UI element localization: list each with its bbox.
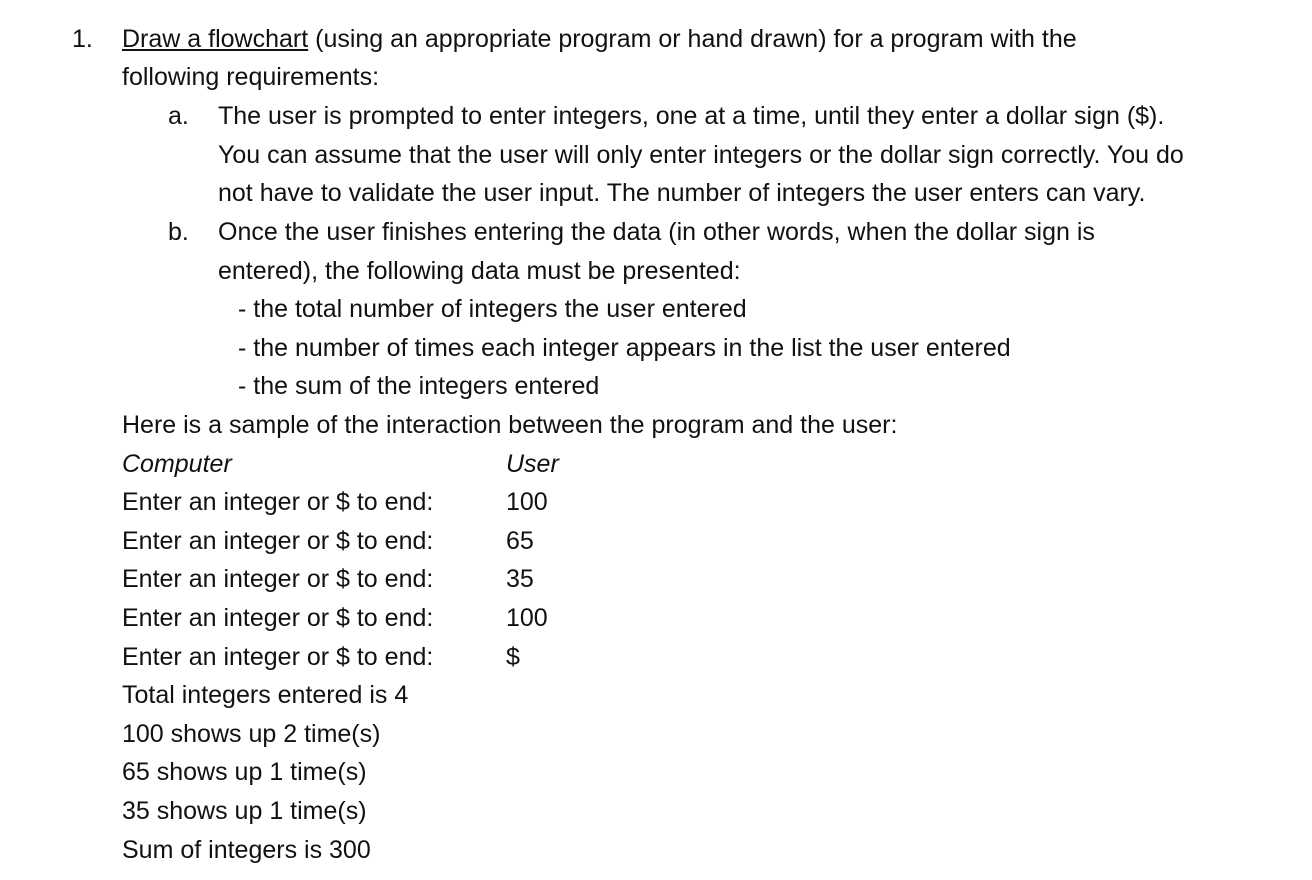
sample-input: 65 xyxy=(506,527,534,555)
sample-prompt: Enter an integer or $ to end: xyxy=(122,643,434,671)
sample-header-computer: Computer xyxy=(122,450,232,478)
sample-header-user: User xyxy=(506,450,559,478)
requirement-b-line: entered), the following data must be presented: xyxy=(218,257,741,285)
requirement-a-line: You can assume that the user will only enter integers or the dollar sign correctly. You do xyxy=(218,141,1184,169)
sample-input: 100 xyxy=(506,488,548,516)
sample-prompt: Enter an integer or $ to end: xyxy=(122,488,434,516)
question-number: 1. xyxy=(72,25,93,53)
requirement-b-bullet: - the total number of integers the user entered xyxy=(238,295,747,323)
requirement-a-line: The user is prompted to enter integers, one at a time, until they enter a dollar sign ($). xyxy=(218,102,1165,130)
sample-prompt: Enter an integer or $ to end: xyxy=(122,527,434,555)
question-title-rest: (using an appropriate program or hand drawn) for a program with the xyxy=(308,25,1077,53)
sample-output-line: 35 shows up 1 time(s) xyxy=(122,797,367,825)
requirement-b-bullet: - the number of times each integer appears in the list the user entered xyxy=(238,334,1011,362)
sample-intro: Here is a sample of the interaction between the program and the user: xyxy=(122,411,898,439)
sample-output-line: 65 shows up 1 time(s) xyxy=(122,758,367,786)
requirement-b-line: Once the user finishes entering the data (in other words, when the dollar sign is xyxy=(218,218,1095,246)
sample-output-line: Total integers entered is 4 xyxy=(122,681,409,709)
sample-prompt: Enter an integer or $ to end: xyxy=(122,604,434,632)
sample-output-line: 100 shows up 2 time(s) xyxy=(122,720,381,748)
requirement-b-marker: b. xyxy=(168,218,189,246)
sample-input: $ xyxy=(506,643,520,671)
sample-prompt: Enter an integer or $ to end: xyxy=(122,565,434,593)
requirement-a-marker: a. xyxy=(168,102,189,130)
question-title xyxy=(122,24,1077,54)
requirement-b-bullet: - the sum of the integers entered xyxy=(238,372,600,400)
question-title-underlined: Draw a flowchart xyxy=(122,25,309,53)
sample-output-line: Sum of integers is 300 xyxy=(122,836,371,864)
sample-input: 100 xyxy=(506,604,548,632)
question-title-continued: following requirements: xyxy=(122,63,380,91)
sample-input: 35 xyxy=(506,565,534,593)
requirement-a-line: not have to validate the user input. The number of integers the user enters can vary. xyxy=(218,179,1146,207)
